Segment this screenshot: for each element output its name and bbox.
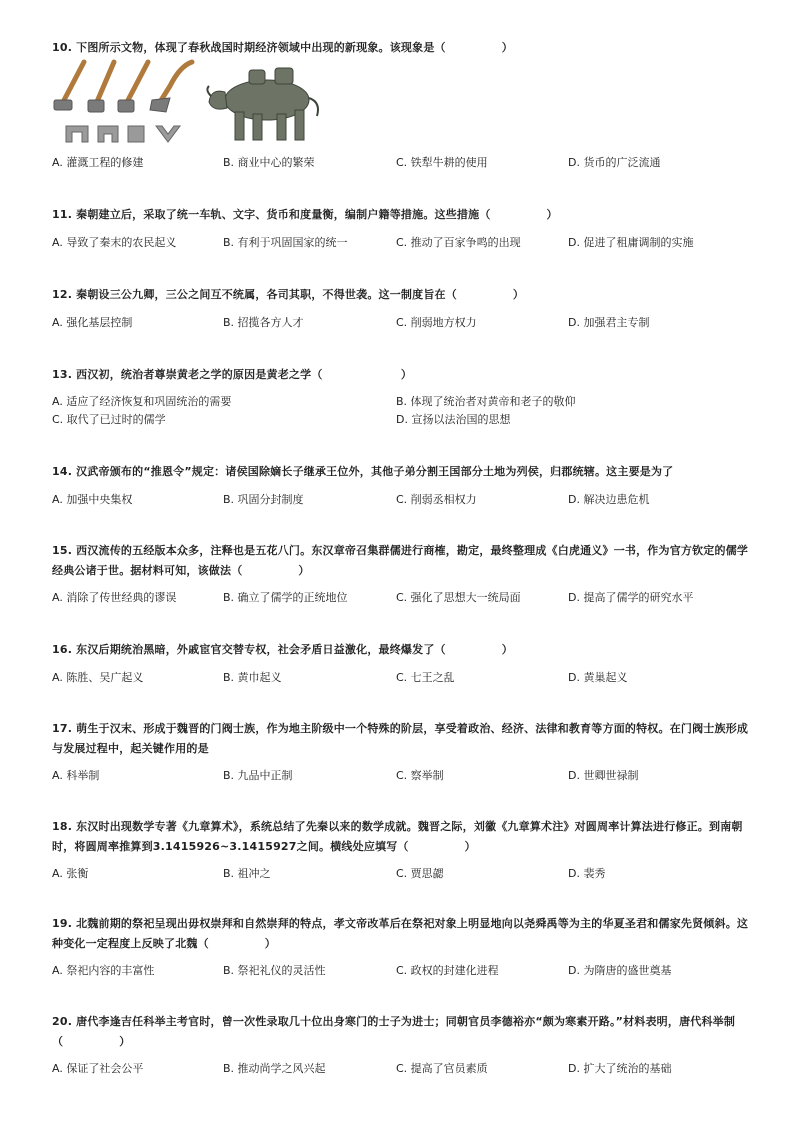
iron-farm-tools-image <box>52 56 202 146</box>
question-10 <box>52 38 752 58</box>
options-16 <box>52 669 752 687</box>
options-15 <box>52 589 752 607</box>
option-c[interactable]: C. 取代了已过时的儒学 <box>52 413 166 426</box>
option-c[interactable]: C. 贾思勰 <box>396 867 444 880</box>
option-d[interactable]: D. 提高了儒学的研究水平 <box>568 591 694 604</box>
option-c[interactable]: C. 提高了官员素质 <box>396 1062 488 1075</box>
options-14 <box>52 491 752 509</box>
question-17 <box>52 719 752 759</box>
option-b[interactable]: B. 商业中心的繁荣 <box>223 156 315 169</box>
question-stem: 16. 东汉后期统治黑暗，外戚宦官交替专权，社会矛盾日益激化，最终爆发了（ ） <box>52 643 513 656</box>
option-a[interactable]: A. 加强中央集权 <box>52 493 133 506</box>
option-c[interactable]: C. 七王之乱 <box>396 671 455 684</box>
option-d[interactable]: D. 宣扬以法治国的思想 <box>396 413 511 426</box>
question-stem: 12. 秦朝设三公九卿，三公之间互不统属，各司其职，不得世袭。这一制度旨在（ ） <box>52 288 525 301</box>
option-a[interactable]: A. 导致了秦末的农民起义 <box>52 236 177 249</box>
options-20 <box>52 1060 752 1078</box>
option-c[interactable]: C. 削弱地方权力 <box>396 316 477 329</box>
option-d[interactable]: D. 货币的广泛流通 <box>568 156 661 169</box>
option-d[interactable]: D. 扩大了统治的基础 <box>568 1062 672 1075</box>
option-c[interactable]: C. 察举制 <box>396 769 444 782</box>
question-stem: 14. 汉武帝颁布的“推恩令”规定：诸侯国除嫡长子继承王位外，其他子弟分割王国部分土地为列侯，归郡统辖。这主要是为了 <box>52 465 674 478</box>
option-a[interactable]: A. 陈胜、吴广起义 <box>52 671 144 684</box>
options-12 <box>52 314 752 332</box>
question-stem: 18. 东汉时出现数学专著《九章算术》，系统总结了先秦以来的数学成就。魏晋之际，刘徽《九章算术注》对圆周率计算法进行修正。到南朝时，将圆周率推算到3.1415926~3.1415927之间。横线处应填写（ ） <box>52 820 743 853</box>
option-c[interactable]: C. 削弱丞相权力 <box>396 493 477 506</box>
question-stem: 11. 秦朝建立后，采取了统一车轨、文字、货币和度量衡，编制户籍等措施。这些措施（ ） <box>52 208 558 221</box>
options-11 <box>52 234 752 252</box>
options-19 <box>52 962 752 980</box>
bronze-ox-vessel-image <box>205 58 325 148</box>
question-12 <box>52 285 752 305</box>
option-d[interactable]: D. 黄巢起义 <box>568 671 628 684</box>
question-18 <box>52 817 752 857</box>
option-b[interactable]: B. 祖冲之 <box>223 867 271 880</box>
option-c[interactable]: C. 铁犁牛耕的使用 <box>396 156 488 169</box>
option-a[interactable]: A. 保证了社会公平 <box>52 1062 144 1075</box>
option-b[interactable]: B. 祭祀礼仪的灵活性 <box>223 964 326 977</box>
question-15 <box>52 541 752 581</box>
option-a[interactable]: A. 强化基层控制 <box>52 316 133 329</box>
question-13 <box>52 365 752 385</box>
option-a[interactable]: A. 适应了经济恢复和巩固统治的需要 <box>52 395 232 408</box>
question-stem: 13. 西汉初，统治者尊崇黄老之学的原因是黄老之学（ ） <box>52 368 413 381</box>
options-18 <box>52 865 752 883</box>
option-a[interactable]: A. 消除了传世经典的谬误 <box>52 591 177 604</box>
option-c[interactable]: C. 推动了百家争鸣的出现 <box>396 236 521 249</box>
question-stem: 19. 北魏前期的祭祀呈现出毋权崇拜和自然崇拜的特点，孝文帝改革后在祭祀对象上明显地向以尧舜禹等为主的华夏圣君和儒家先贤倾斜。这种变化一定程度上反映了北魏（ ） <box>52 917 749 950</box>
option-a[interactable]: A. 张衡 <box>52 867 89 880</box>
question-stem: 17. 萌生于汉末、形成于魏晋的门阀士族，作为地主阶级中一个特殊的阶层，享受着政治、经济、法律和教育等方面的特权。在门阀士族形成与发展过程中，起关键作用的是 <box>52 722 749 755</box>
option-b[interactable]: B. 黄巾起义 <box>223 671 282 684</box>
option-c[interactable]: C. 强化了思想大一统局面 <box>396 591 521 604</box>
question-stem: 10. 下图所示文物，体现了春秋战国时期经济领域中出现的新现象。该现象是（ ） <box>52 41 513 54</box>
question-11 <box>52 205 752 225</box>
options-17 <box>52 767 752 785</box>
question-stem: 15. 西汉流传的五经版本众多，注释也是五花八门。东汉章帝召集群儒进行商榷，勘定，最终整理成《白虎通义》一书，作为官方钦定的儒学经典公诸于世。据材料可知，该做法（ ） <box>52 544 749 577</box>
question-16 <box>52 640 752 660</box>
option-b[interactable]: B. 九品中正制 <box>223 769 293 782</box>
option-d[interactable]: D. 裴秀 <box>568 867 606 880</box>
option-b[interactable]: B. 体现了统治者对黄帝和老子的敬仰 <box>396 395 576 408</box>
option-b[interactable]: B. 确立了儒学的正统地位 <box>223 591 348 604</box>
option-b[interactable]: B. 有利于巩固国家的统一 <box>223 236 348 249</box>
question-14 <box>52 462 752 482</box>
options-10 <box>52 154 752 172</box>
option-b[interactable]: B. 推动尚学之风兴起 <box>223 1062 326 1075</box>
option-a[interactable]: A. 科举制 <box>52 769 100 782</box>
option-b[interactable]: B. 招揽各方人才 <box>223 316 304 329</box>
option-d[interactable]: D. 加强君主专制 <box>568 316 650 329</box>
option-d[interactable]: D. 促进了租庸调制的实施 <box>568 236 694 249</box>
question-stem: 20. 唐代李逢吉任科举主考官时，曾一次性录取几十位出身寒门的士子为进士；同朝官员李德裕亦“颇为寒素开路。”材料表明，唐代科举制（ ） <box>52 1015 736 1048</box>
option-d[interactable]: D. 为隋唐的盛世奠基 <box>568 964 672 977</box>
option-d[interactable]: D. 世卿世禄制 <box>568 769 639 782</box>
question-20 <box>52 1012 752 1052</box>
option-a[interactable]: A. 祭祀内容的丰富性 <box>52 964 155 977</box>
option-d[interactable]: D. 解决边患危机 <box>568 493 650 506</box>
question-19 <box>52 914 752 954</box>
option-c[interactable]: C. 政权的封建化进程 <box>396 964 499 977</box>
option-b[interactable]: B. 巩固分封制度 <box>223 493 304 506</box>
option-a[interactable]: A. 灌溉工程的修建 <box>52 156 144 169</box>
